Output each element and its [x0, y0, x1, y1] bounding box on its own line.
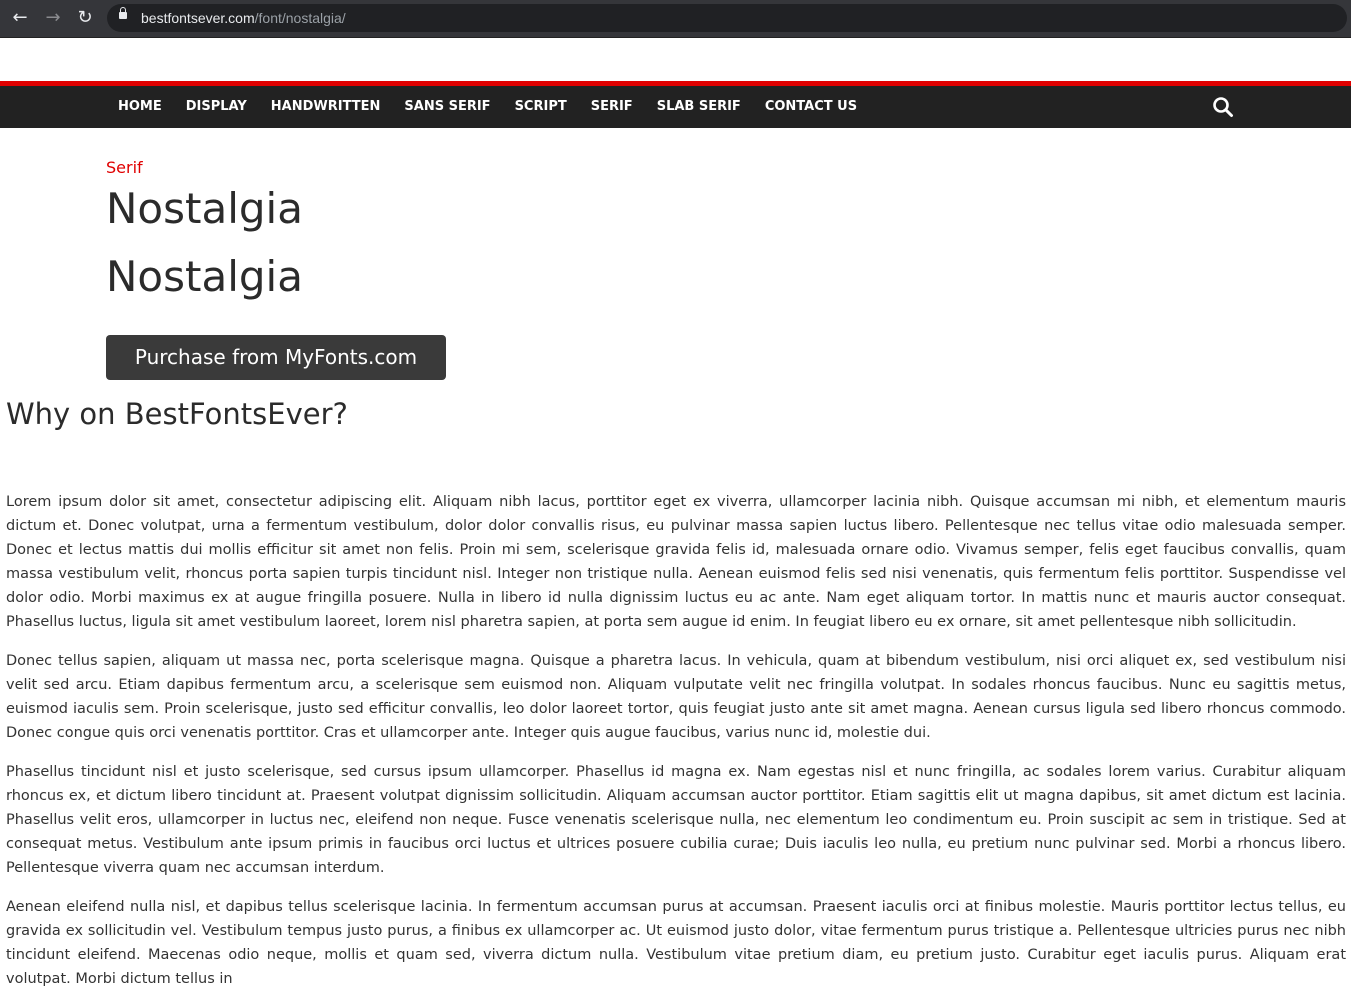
- article-paragraph: Phasellus tincidunt nisl et justo scelerisque, sed cursus ipsum ullamcorper. Phasellus id magna ex. Nam egestas nisl et nunc fringilla, ac sodales lorem varius. Curabitur aliquam rhoncus ex, et dictum libero tincidunt at. Praesent volutpat dignissim sollicitudin. Aliquam accumsan auctor porttitor. Etiam sagittis elit ut magna dapibus, sit amet dictum est lacinia. Phasellus velit eros, ullamcorper in luctus nec, eleifend non neque. Fusce venenatis scelerisque nulla, nec elementum leo condimentum eu. Proin suscipit ac sem in tristique. Sed at consequat metus. Vestibulum ante ipsum primis in faucibus orci luctus et ultrices posuere cubilia curae; Duis iaculis leo nulla, eu pretium nunc pulvinar sed. Morbi a rhoncus libero. Pellentesque viverra quam nec accumsan interdum.: [6, 764, 1346, 876]
- why-heading: Why on BestFontsEver?: [6, 397, 348, 431]
- nav-item-handwritten[interactable]: HANDWRITTEN: [270, 99, 381, 114]
- nav-item-home[interactable]: HOME: [118, 99, 162, 114]
- article-body: [6, 490, 1346, 1006]
- main-navigation: [0, 86, 1351, 128]
- nav-item-serif[interactable]: SERIF: [590, 99, 633, 114]
- font-specimen: Nostalgia: [106, 252, 303, 301]
- browser-toolbar: [0, 0, 1351, 38]
- url-text[interactable]: [141, 10, 346, 26]
- post-category-link[interactable]: Serif: [106, 158, 143, 177]
- lock-icon[interactable]: [119, 12, 127, 19]
- nav-item-slab-serif[interactable]: SLAB SERIF: [656, 99, 741, 114]
- nav-item-display[interactable]: DISPLAY: [185, 99, 247, 114]
- forward-arrow-icon[interactable]: →: [45, 7, 61, 28]
- reload-icon[interactable]: ↻: [77, 7, 93, 28]
- nav-menu: [118, 86, 881, 128]
- url-domain: bestfontsever.com: [141, 10, 255, 26]
- search-icon[interactable]: [1212, 96, 1234, 118]
- page-title: Nostalgia: [106, 184, 303, 233]
- back-arrow-icon[interactable]: ←: [12, 7, 28, 28]
- purchase-button[interactable]: Purchase from MyFonts.com: [106, 335, 446, 380]
- article-paragraph: Donec tellus sapien, aliquam ut massa nec, porta scelerisque magna. Quisque a pharetra lacus. In vehicula, quam at bibendum vestibulum, nisi orci aliquet ex, sed vestibulum nisi velit sed arcu. Etiam dapibus fermentum arcu, a scelerisque sem euismod non. Aliquam vulputate velit nec fringilla volutpat. In sodales rhoncus faucibus. Nunc eu sagittis metus, euismod iaculis sem. Proin scelerisque, justo sed efficitur convallis, leo dolor laoreet tortor, quis feugiat justo ante sit amet magna. Aenean cursus ligula sed libero rhoncus commodo. Donec congue quis orci venenatis porttitor. Cras et ullamcorper ante. Integer quis augue faucibus, varius nunc id, molestie dui.: [6, 653, 1346, 741]
- address-bar[interactable]: [107, 4, 1347, 32]
- article-paragraph: Aenean eleifend nulla nisl, et dapibus tellus scelerisque lacinia. In fermentum accumsan purus at accumsan. Praesent iaculis orci at finibus molestie. Mauris porttitor lectus tellus, eu gravida ex sollicitudin vel. Vestibulum tempus justo purus, a finibus ex ullamcorper ac. Ut euismod justo dolor, vitae fermentum purus tristique a. Pellentesque ultricies purus nec nibh tincidunt eleifend. Maecenas odio neque, mollis et quam sed, viverra dictum nulla. Vestibulum vitae pretium diam, eu pretium justo. Curabitur eget iaculis purus. Aliquam erat volutpat. Morbi dictum tellus in: [6, 899, 1346, 987]
- url-path: /font/nostalgia/: [254, 10, 346, 26]
- article-paragraph: Lorem ipsum dolor sit amet, consectetur adipiscing elit. Aliquam nibh lacus, porttitor eget ex viverra, ullamcorper lacinia nibh. Quisque accumsan mi nibh, et elementum mauris dictum et. Donec volutpat, urna a fermentum vestibulum, dolor dolor convallis risus, eu pulvinar massa sapien luctus libero. Pellentesque nec tellus vitae odio malesuada semper. Donec et lectus mattis dui mollis efficitur sit amet non felis. Proin mi sem, scelerisque gravida felis id, malesuada ornare odio. Vivamus semper, felis eget faucibus convallis, quam massa vestibulum velit, rhoncus porta sapien turpis tincidunt nisl. Integer non tristique nulla. Aenean euismod felis sed nisi venenatis, quis fermentum felis porttitor. Suspendisse vel dolor odio. Morbi maximus ex at augue fringilla posuere. Nulla in libero id nulla dignissim luctus eu ac ante. Nam eget aliquam tortor. In mattis nunc et mauris auctor consequat. Phasellus luctus, ligula sit amet vestibulum laoreet, lorem nisl pharetra sapien, at porta sem augue id enim. In feugiat libero eu ex ornare, sit amet pellentesque nibh sollicitudin.: [6, 494, 1346, 630]
- nav-item-script[interactable]: SCRIPT: [514, 99, 567, 114]
- nav-item-sans-serif[interactable]: SANS SERIF: [404, 99, 491, 114]
- nav-item-contact-us[interactable]: CONTACT US: [764, 99, 858, 114]
